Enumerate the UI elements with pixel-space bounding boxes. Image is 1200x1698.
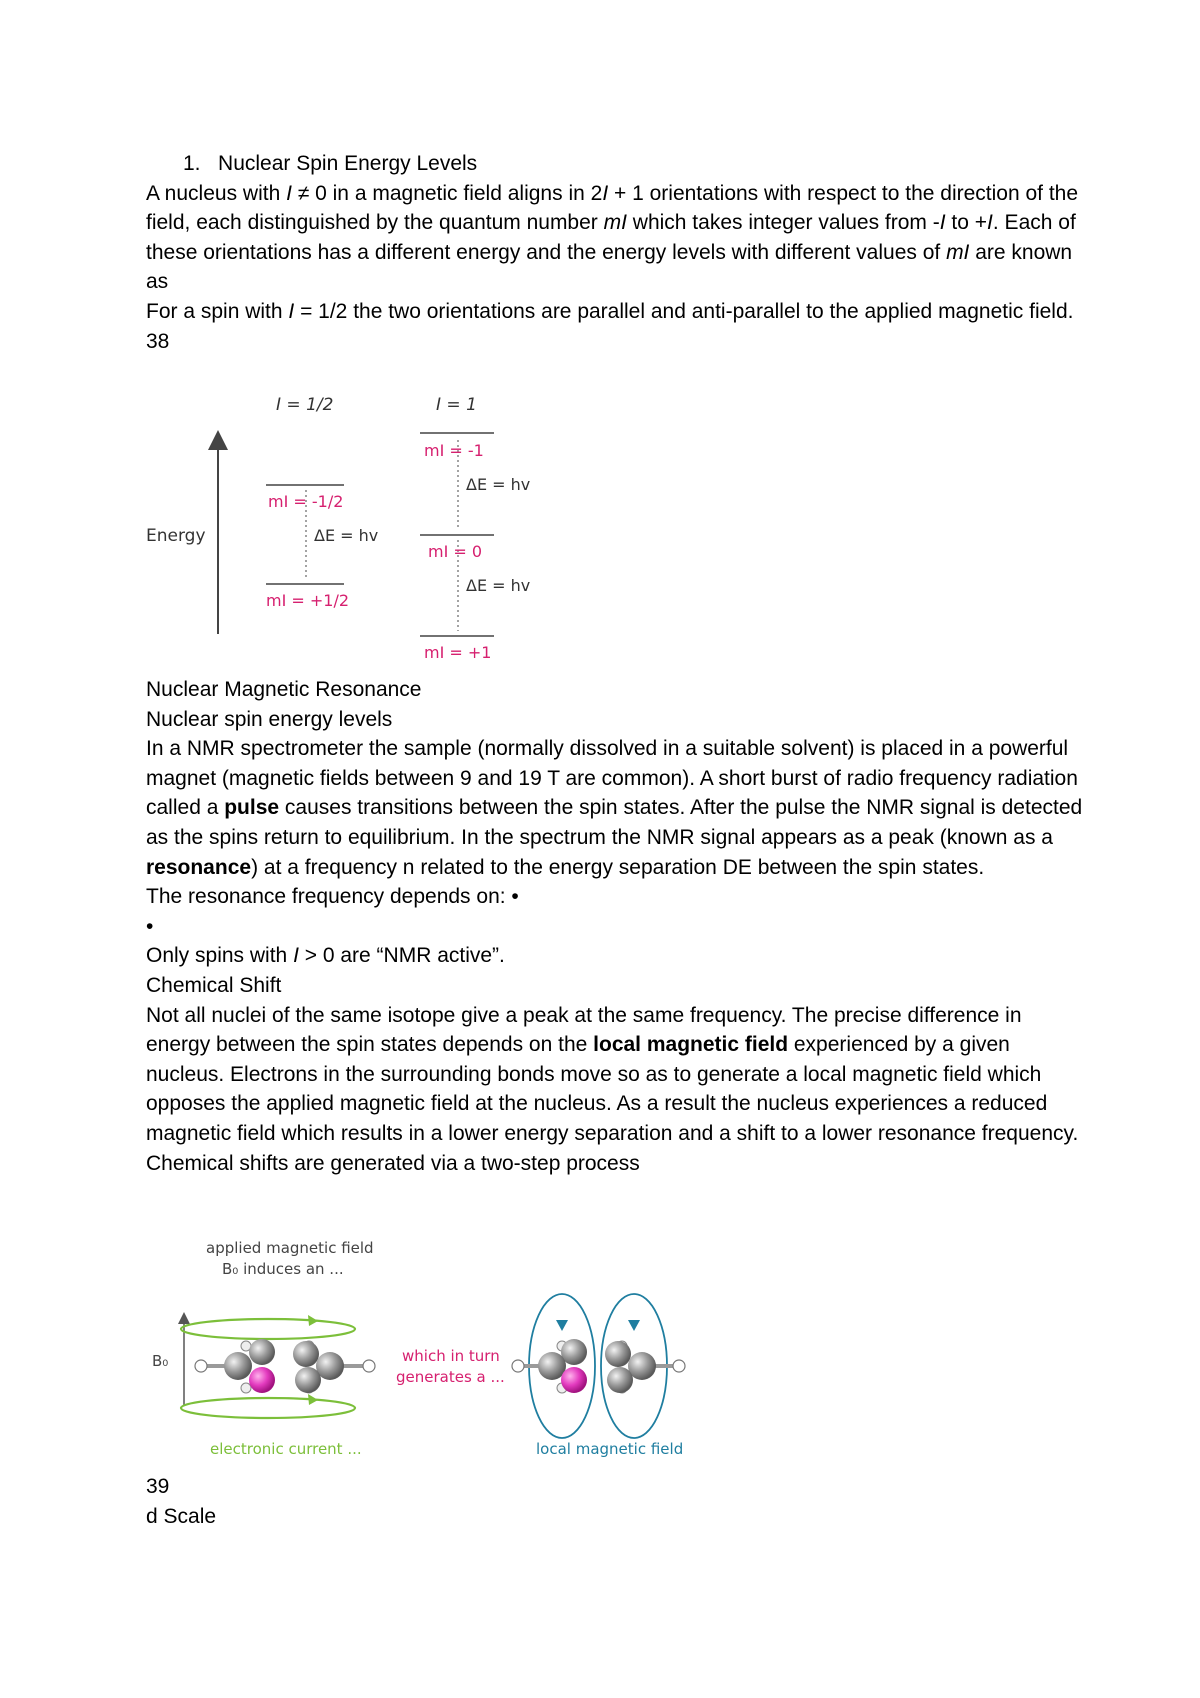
delta-e-upper: ΔE = hv (466, 475, 531, 494)
paragraph-orientations: A nucleus with I ≠ 0 in a magnetic field aligns in 2I + 1 orientations with respect to the direction of the field, each distinguished by the quantum number mI which takes integer values from -I to +I. Each of these orientations has a different energy and the energy levels with different values of mI are known as (146, 181, 1079, 294)
paragraph-chemical-shift: Not all nuclei of the same isotope give a peak at the same frequency. The precise difference in energy between the spin states depends on the local magnetic field experienced by a given nucleus. Electrons in the surrounding bonds move so as to generate a local magnetic field which opposes the applied magnetic field at the nucleus. As a result the nucleus experiences a reduced magnetic field which results in a lower energy separation and a shift to a lower resonance frequency. (146, 1003, 1079, 1145)
label-mi-plus-half: mI = +1/2 (266, 591, 350, 610)
paragraph-spin-half: For a spin with I = 1/2 the two orientations are parallel and anti-parallel to the applied magnetic field. (146, 299, 1074, 323)
carbon-atom-icon (249, 1339, 275, 1365)
footer-text (146, 1472, 1086, 1531)
trailing-text: d Scale (146, 1504, 217, 1528)
label-mi-minus-one: mI = -1 (424, 441, 484, 460)
lower-current-ring (181, 1398, 355, 1418)
highlighted-atom-icon (249, 1367, 275, 1393)
page-number-38: 38 (146, 329, 170, 353)
nmr-heading: Nuclear Magnetic Resonance (146, 678, 422, 701)
upper-current-ring (181, 1319, 355, 1339)
two-step-line: Chemical shifts are generated via a two-step process (146, 1151, 640, 1175)
title-i-half: I = 1/2 (276, 395, 334, 415)
hydrogen-atom-icon (673, 1360, 685, 1372)
label-b0: B₀ (152, 1352, 169, 1370)
label-mi-minus-half: mI = -1/2 (268, 492, 344, 511)
label-mi-zero: mI = 0 (428, 542, 483, 561)
chemical-shift-heading: Chemical Shift (146, 973, 282, 997)
label-induces: B₀ induces an ... (222, 1260, 344, 1278)
field-arrow-icon (628, 1320, 640, 1331)
nmr-active: Only spins with I > 0 are “NMR active”. (146, 944, 505, 968)
resonance-depends: The resonance frequency depends on: • (146, 885, 519, 909)
label-electronic-current: electronic current ... (210, 1440, 362, 1458)
hydrogen-atom-icon (363, 1360, 375, 1372)
label-applied-field: applied magnetic field (206, 1239, 374, 1257)
page-number-39: 39 (146, 1475, 170, 1498)
label-generates: generates a ... (396, 1368, 505, 1386)
benzene-local-field-group (512, 1294, 685, 1438)
hydrogen-atom-icon (241, 1383, 251, 1393)
bullet-line: • (146, 914, 154, 938)
heading-title: Nuclear Spin Energy Levels (218, 152, 478, 175)
delta-e-lower: ΔE = hv (466, 576, 531, 595)
energy-label: Energy (146, 526, 206, 546)
nmr-subheading: Nuclear spin energy levels (146, 707, 393, 731)
title-i-one: I = 1 (436, 395, 477, 415)
delta-e-half: ΔE = hv (314, 526, 379, 545)
hydrogen-atom-icon (512, 1360, 524, 1372)
label-local-magnetic-field: local magnetic field (536, 1440, 684, 1458)
hydrogen-atom-icon (195, 1360, 207, 1372)
upper-current-arrow-icon (308, 1315, 318, 1326)
label-which-in-turn: which in turn (402, 1347, 500, 1365)
heading-number: 1. (183, 152, 201, 175)
field-arrow-icon (556, 1320, 568, 1331)
benzene-current-group (181, 1315, 375, 1418)
carbon-atom-icon (295, 1367, 321, 1393)
label-mi-plus-one: mI = +1 (424, 643, 492, 662)
carbon-atom-icon (224, 1352, 252, 1380)
lower-current-arrow-icon (308, 1394, 318, 1405)
carbon-atom-icon (607, 1367, 633, 1393)
paragraph-spectrometer: In a NMR spectrometer the sample (normally dissolved in a suitable solvent) is placed in a powerful magnet (magnetic fields between 9 and 19 T are common). A short burst of radio frequency radiation called a pulse causes transitions between the spin states. After the pulse the NMR signal is detected as the spins return to equilibrium. In the spectrum the NMR signal appears as a peak (known as a resonance) at a frequency n related to the energy separation DE between the spin states. (146, 737, 1083, 879)
carbon-atom-icon (293, 1341, 319, 1367)
highlighted-atom-icon (561, 1367, 587, 1393)
carbon-atom-icon (605, 1341, 631, 1367)
